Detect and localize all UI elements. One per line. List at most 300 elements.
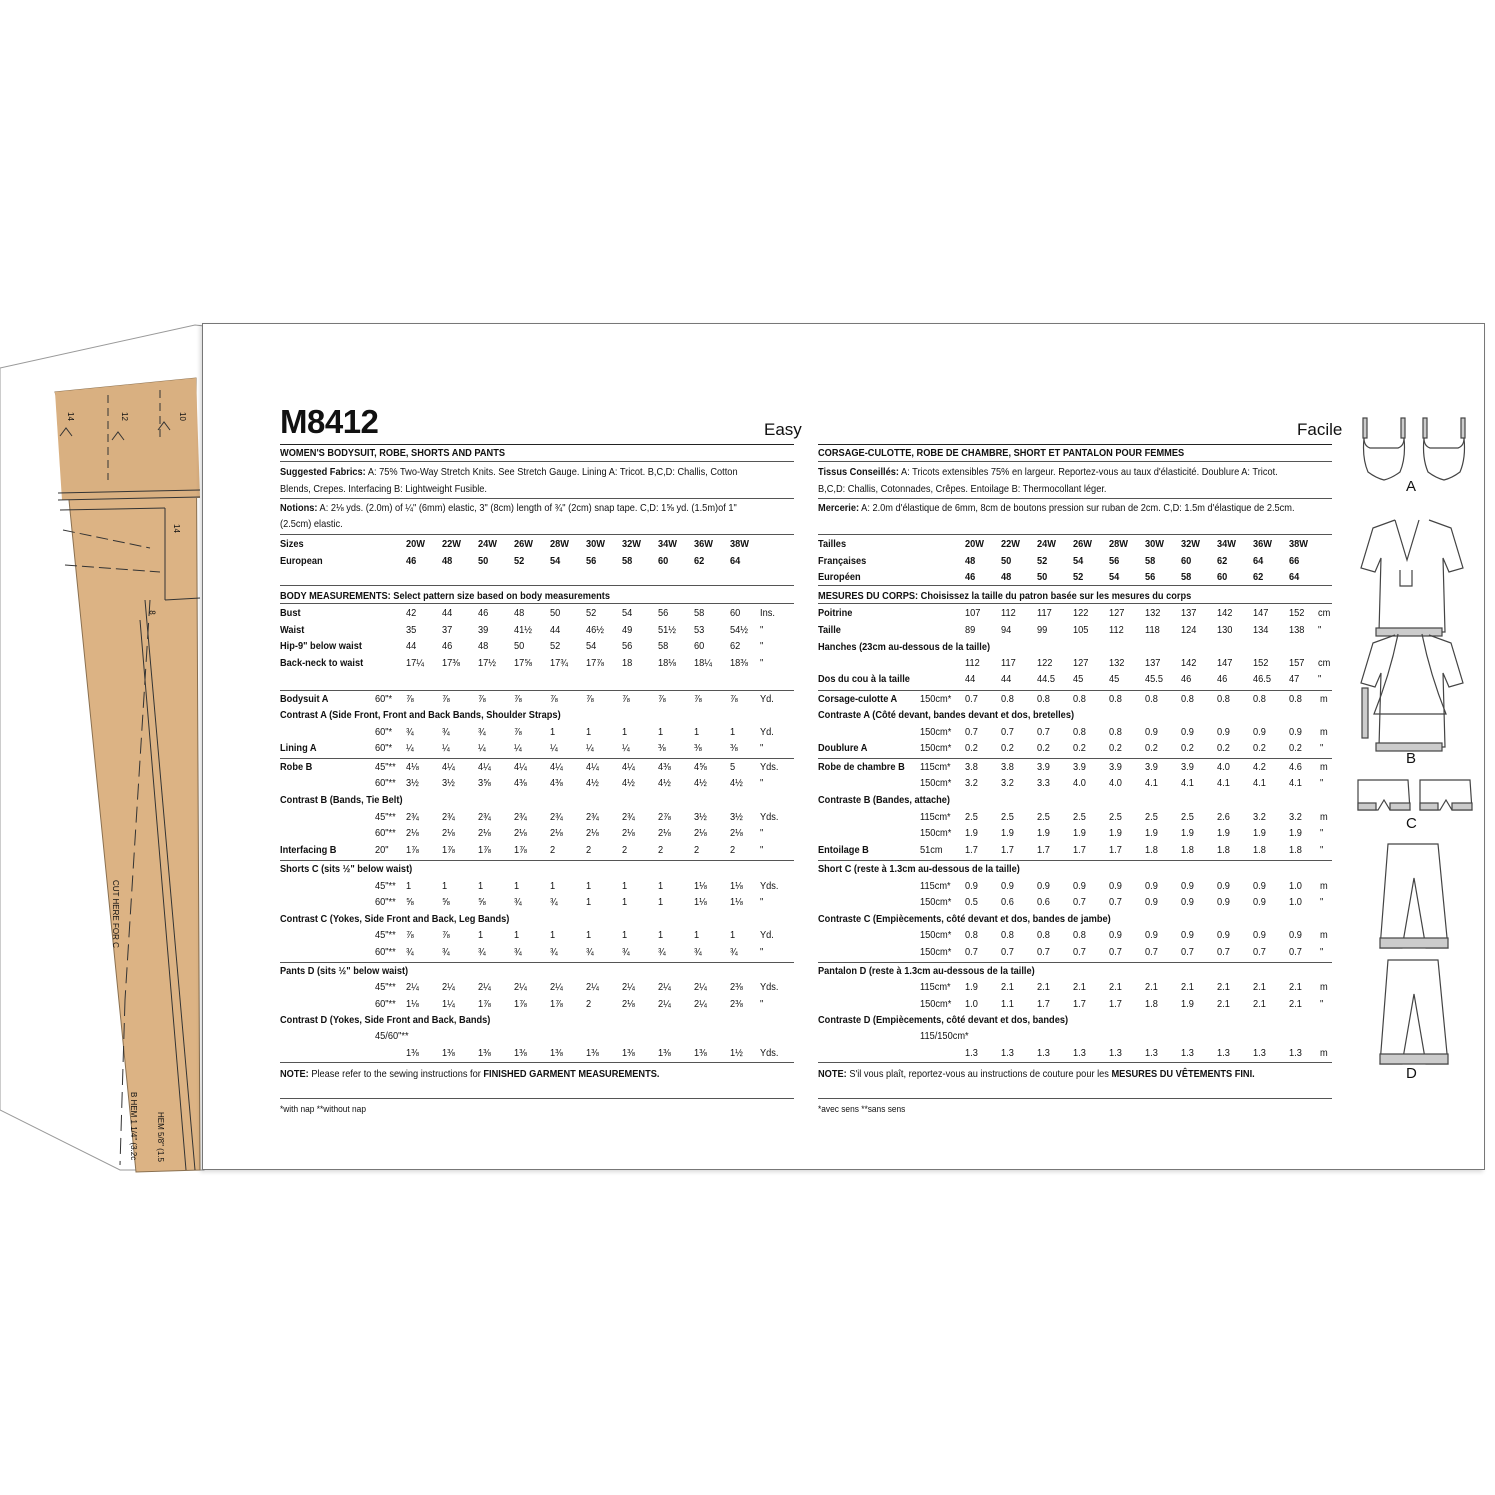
metrage-value: 0.7 (965, 726, 978, 738)
mesure-value: 46 (1217, 673, 1228, 685)
tissue-marking: 10 (177, 412, 187, 421)
yardage-value: ¼ (586, 742, 594, 754)
yardage-value: 3½ (730, 811, 743, 823)
yardage-value: 1 (622, 896, 628, 908)
metrage-value: 1.8 (1289, 844, 1302, 856)
metrage-value: 3.9 (1073, 761, 1086, 773)
metrage-value: 1.8 (1217, 844, 1230, 856)
yardage-value: 2¼ (694, 998, 707, 1010)
metrage-value: 0.7 (1181, 946, 1194, 958)
francaise-cell: 50 (1001, 555, 1012, 567)
metrage-value: 1.7 (1037, 998, 1050, 1010)
european-cell: 62 (694, 555, 705, 567)
metrage-unit: " (1320, 844, 1324, 856)
yardage-value: ¾ (478, 726, 486, 738)
yardage-value: 1 (730, 726, 736, 738)
taille-cell: 20W (965, 538, 985, 550)
metrage-value: 2.6 (1217, 811, 1230, 823)
mesure-value: 44 (965, 673, 976, 685)
body-value: 50 (550, 607, 561, 619)
metrage-value: 1.7 (1037, 844, 1050, 856)
yardage-value: 2¼ (406, 981, 419, 993)
metrage-value: 0.2 (1181, 742, 1194, 754)
metrage-value: 1.7 (1073, 998, 1086, 1010)
yardage-unit: " (760, 998, 764, 1010)
french-notions: Mercerie: A: 2.0m d'élastique de 6mm, 8cm de boutons pression sur ruban de 2cm. C,D: 1.5m d'élastique de 2.5cm. (818, 502, 1295, 514)
fabric-width: 150cm* (920, 742, 952, 754)
metrage-value: 1.9 (1145, 827, 1158, 839)
european-cell: 58 (622, 555, 633, 567)
metrage-value: 1.9 (1109, 827, 1122, 839)
body-value: 44 (550, 623, 561, 636)
metrage-value: 0.9 (1073, 880, 1086, 892)
metrage-value: 1.7 (965, 844, 978, 856)
yardage-value: 1⅞ (478, 844, 491, 856)
metrage-value: 0.8 (1037, 929, 1050, 941)
yardage-value: ¼ (514, 742, 522, 754)
yardage-value: 1 (586, 896, 592, 908)
metrage-value: 0.7 (1217, 946, 1230, 958)
bodysuit-view-a (1363, 418, 1465, 480)
metrage-value: 0.9 (1217, 896, 1230, 908)
metrage-value: 0.2 (1289, 742, 1302, 754)
mesure-value: 137 (1145, 657, 1161, 669)
taille-cell: 32W (1181, 538, 1201, 550)
metrage-unit: m (1320, 1047, 1328, 1059)
yardage-value: ⅞ (406, 693, 414, 705)
fabric-width: 60"** (375, 777, 396, 789)
metrage-value: 1.9 (1001, 827, 1014, 839)
fabric-width: 45"** (375, 761, 396, 773)
yardage-value: 1 (586, 880, 592, 892)
metrage-value: 0.8 (1001, 693, 1014, 705)
mesure-value: 147 (1217, 657, 1233, 669)
yardage-value: ¾ (694, 946, 702, 958)
tissue-marking: B HEM 1 1/4" (3.2c (129, 1092, 138, 1161)
body-value: 17¼ (406, 656, 424, 669)
yardage-value: 2¼ (442, 981, 455, 993)
metrage-value: 2.1 (1109, 981, 1122, 993)
body-unit: Ins. (760, 607, 775, 619)
yardage-value: ¾ (514, 946, 522, 958)
robe-view-b (1361, 520, 1463, 751)
fabric-width: 60"** (375, 827, 396, 839)
metrage-value: 4.1 (1289, 777, 1302, 789)
metrage-value: 0.5 (965, 896, 978, 908)
metrage-value: 0.2 (1037, 742, 1050, 754)
metrage-value: 0.8 (1037, 693, 1050, 705)
body-value: 44 (442, 607, 453, 619)
yardage-value: 1⅞ (442, 844, 455, 856)
yardage-value: 2⅛ (478, 827, 491, 839)
body-value: 54 (622, 607, 633, 619)
body-value: 44 (406, 640, 417, 652)
yardage-value: ⅞ (442, 693, 450, 705)
fabric-width: 45"** (375, 981, 396, 993)
yardage-value: 3½ (694, 811, 707, 823)
europeen-cell: 64 (1289, 571, 1300, 583)
english-fabrics-cont: Blends, Crepes. Interfacing B: Lightweight Fusible. (280, 483, 487, 495)
yardage-value: ¾ (406, 946, 414, 958)
yardage-value: ⅞ (586, 693, 594, 705)
mesure-value: 117 (1001, 657, 1016, 669)
metrage-value: 2.1 (1037, 981, 1050, 993)
yardage-value: 2⅛ (622, 827, 635, 839)
mesure-value: 112 (1001, 607, 1016, 619)
view-label-a: A (1406, 478, 1417, 495)
european-cell: 46 (406, 555, 417, 567)
size-cell: 34W (658, 538, 678, 550)
yardage-value: 2 (586, 998, 592, 1010)
yardage-value: 1⅜ (658, 1047, 671, 1059)
yardage-value: 1⅛ (694, 880, 707, 892)
yardage-value: ¼ (478, 742, 486, 754)
yardage-value: 2 (550, 844, 556, 856)
pattern-number: M8412 (280, 403, 379, 440)
yardage-value: ¾ (514, 896, 522, 908)
metrage-value: 0.7 (965, 946, 978, 958)
fabric-width: 150cm* (920, 693, 952, 705)
fabric-width: 115cm* (920, 811, 951, 823)
yardage-value: 2¼ (514, 981, 527, 993)
metrage-value: 4.0 (1217, 761, 1230, 773)
yardage-value: ¾ (442, 726, 450, 738)
yardage-unit: Yds. (760, 981, 779, 993)
mesure-value: 152 (1289, 607, 1305, 619)
metrage-value: 2.1 (1217, 998, 1230, 1010)
mesure-value: 45 (1073, 673, 1084, 685)
body-value: 49 (622, 623, 633, 636)
metrage-value: 0.2 (1145, 742, 1158, 754)
yardage-value: 2¾ (586, 811, 599, 823)
metrage-value: 1.0 (1289, 896, 1302, 908)
yardage-value: 4¼ (514, 761, 527, 773)
yardage-value: 2¼ (622, 981, 635, 993)
yardage-value: ¾ (478, 946, 486, 958)
europeen-label: Européen (818, 571, 861, 583)
europeen-cell: 58 (1181, 571, 1192, 583)
metrage-row-label: Contraste B (Bandes, attache) (818, 794, 950, 806)
francaise-cell: 60 (1181, 555, 1192, 567)
europeen-cell: 60 (1217, 571, 1228, 583)
metrage-value: 4.1 (1181, 777, 1194, 789)
yardage-value: 1⅞ (478, 998, 491, 1010)
metrage-value: 1.9 (1217, 827, 1230, 839)
yardage-value: 1 (658, 880, 664, 892)
tissue-marking: HEM 5/8" (1.5 (156, 1112, 165, 1162)
metrage-unit: m (1320, 929, 1328, 941)
yardage-value: 1⅜ (442, 1047, 455, 1059)
metrage-value: 1.9 (1253, 827, 1266, 839)
english-fabrics: Suggested Fabrics: A: 75% Two-Way Stretch Knits. See Stretch Gauge. Lining A: Tricot. B,C,D: Challis, Cotton (280, 466, 738, 478)
metrage-value: 0.2 (1217, 742, 1230, 754)
body-value: 18⅛ (658, 656, 676, 669)
yardage-row-label: Lining A (280, 742, 317, 754)
metrage-unit: " (1320, 946, 1324, 958)
yardage-value: 2¼ (478, 981, 491, 993)
body-value: 17¾ (550, 656, 568, 669)
tissue-marking: 8 (147, 610, 157, 615)
yardage-value: ⅞ (514, 726, 522, 738)
size-cell: 26W (514, 538, 534, 550)
yardage-unit: Yd. (760, 929, 774, 941)
size-cell: 22W (442, 538, 462, 550)
metrage-value: 1.3 (1217, 1047, 1230, 1059)
yardage-value: 2⅜ (730, 998, 743, 1010)
metrage-value: 1.9 (1181, 998, 1194, 1010)
yardage-value: 1 (730, 929, 736, 941)
metrage-value: 0.2 (1001, 742, 1014, 754)
shorts-view-c (1358, 780, 1472, 810)
yardage-value: 1⅜ (406, 1047, 419, 1059)
english-notions-cont: (2.5cm) elastic. (280, 518, 343, 530)
yardage-value: ¼ (550, 742, 558, 754)
metrage-value: 0.6 (1001, 896, 1014, 908)
mesure-value: 44.5 (1037, 673, 1055, 685)
french-fabrics: Tissus Conseillés: A: Tricots extensibles 75% en largeur. Reportez-vous au taux d'élasticité. Doublure A: Tricot. (818, 466, 1278, 478)
metrage-value: 0.9 (965, 880, 978, 892)
european-cell: 64 (730, 555, 741, 567)
body-value: 46 (478, 607, 489, 619)
mesure-value: 138 (1289, 624, 1305, 636)
tissue-marking: 12 (119, 412, 129, 421)
divider (818, 962, 1332, 963)
mesure-value: 157 (1289, 657, 1305, 669)
mesure-value: 45.5 (1145, 673, 1163, 685)
metrage-value: 2.1 (1289, 981, 1302, 993)
yardage-unit: Yds. (760, 761, 779, 773)
fabric-width: 60"* (375, 726, 393, 738)
yardage-unit: " (760, 844, 764, 856)
francaise-cell: 64 (1253, 555, 1264, 567)
metrage-value: 0.7 (1037, 946, 1050, 958)
metrage-value: 0.9 (1253, 929, 1266, 941)
yardage-unit: Yds. (760, 880, 779, 892)
metrage-value: 0.7 (965, 693, 978, 705)
body-row-label: Bust (280, 607, 301, 619)
metrage-value: 1.0 (1289, 880, 1302, 892)
yardage-value: 1⅜ (478, 1047, 491, 1059)
mesure-row-label: Dos du cou à la taille (818, 673, 910, 685)
mesure-value: 118 (1145, 624, 1160, 636)
yardage-value: 2⅛ (694, 827, 707, 839)
yardage-value: 4¼ (478, 761, 491, 773)
body-value: 54 (586, 640, 597, 652)
metrage-value: 3.9 (1181, 761, 1194, 773)
fabric-width: 115cm* (920, 981, 951, 993)
yardage-value: ¼ (442, 742, 450, 754)
mesure-value: 122 (1037, 657, 1053, 669)
taille-cell: 34W (1217, 538, 1237, 550)
metrage-value: 0.7 (1037, 726, 1050, 738)
metrage-value: 0.7 (1001, 946, 1014, 958)
yardage-value: ⅞ (478, 693, 486, 705)
yardage-value: 2¼ (550, 981, 563, 993)
yardage-value: 2¾ (550, 811, 563, 823)
yardage-value: 1 (658, 896, 664, 908)
metrage-value: 2.1 (1253, 981, 1266, 993)
yardage-value: 4⅜ (550, 777, 563, 789)
taille-cell: 38W (1289, 538, 1309, 550)
yardage-value: ⅞ (730, 693, 738, 705)
metrage-value: 2.1 (1001, 981, 1014, 993)
yardage-value: 1 (514, 880, 520, 892)
metrage-value: 1.9 (1181, 827, 1194, 839)
body-value: 60 (694, 640, 705, 652)
body-value: 18⅜ (730, 656, 748, 669)
yardage-value: 2¼ (658, 981, 671, 993)
yardage-value: 1 (658, 726, 664, 738)
european-cell: 56 (586, 555, 597, 567)
yardage-value: 1¼ (442, 998, 455, 1010)
europeen-cell: 62 (1253, 571, 1264, 583)
body-row-label: Back-neck to waist (280, 656, 364, 669)
metrage-value: 1.9 (1037, 827, 1050, 839)
yardage-value: 1 (514, 929, 520, 941)
yardage-value: 5 (730, 761, 736, 773)
european-cell: 48 (442, 555, 453, 567)
metrage-unit: " (1320, 742, 1324, 754)
francaise-cell: 62 (1217, 555, 1228, 567)
metrage-value: 1.9 (1289, 827, 1302, 839)
yardage-value: 1⅜ (514, 1047, 527, 1059)
size-cell: 32W (622, 538, 642, 550)
fabric-width: 150cm* (920, 929, 952, 941)
tailles-label: Tailles (818, 538, 847, 550)
body-value: 62 (730, 640, 741, 652)
metrage-value: 1.7 (1073, 844, 1086, 856)
metrage-value: 1.7 (1109, 844, 1122, 856)
metrage-unit: " (1320, 998, 1324, 1010)
english-notions: Notions: A: 2⅛ yds. (2.0m) of ¼" (6mm) elastic, 3" (8cm) length of ¾" (2cm) snap tape. C,D: 1⅝ yd. (1.5m)of 1" (280, 502, 737, 514)
body-value: 58 (658, 640, 669, 652)
yardage-value: 1⅞ (514, 998, 527, 1010)
mesure-value: 45 (1109, 673, 1120, 685)
metrage-unit: m (1320, 880, 1328, 892)
yardage-value: 1⅛ (730, 880, 743, 892)
body-value: 46 (442, 640, 453, 652)
metrage-row-label: Contraste D (Empiècements, côté devant et dos, bandes) (818, 1014, 1069, 1026)
metrage-value: 0.9 (1181, 929, 1194, 941)
metrage-value: 0.9 (1001, 880, 1014, 892)
metrage-row-label: Short C (reste à 1.3cm au-dessous de la taille) (818, 863, 1020, 875)
body-value: 51½ (658, 623, 676, 636)
europeen-cell: 50 (1037, 571, 1048, 583)
yardage-value: 2⅞ (658, 811, 671, 823)
yardage-value: ⅞ (514, 693, 522, 705)
fabric-width: 115cm* (920, 761, 951, 773)
metrage-value: 0.9 (1145, 880, 1158, 892)
yardage-value: 1 (550, 929, 556, 941)
yardage-value: 2 (622, 844, 628, 856)
view-label-c: C (1406, 815, 1417, 832)
taille-cell: 36W (1253, 538, 1273, 550)
metrage-value: 1.8 (1253, 844, 1266, 856)
yardage-row-label: Shorts C (sits ½" below waist) (280, 863, 413, 875)
metrage-value: 0.7 (1145, 946, 1158, 958)
yardage-value: ¾ (550, 946, 558, 958)
french-note: NOTE: S'il vous plaît, reportez-vous au instructions de couture pour les MESURES DU VÊTEMENTS FINI. (818, 1068, 1255, 1080)
metrage-value: 1.3 (1289, 1047, 1302, 1059)
metrage-value: 0.9 (1181, 880, 1194, 892)
yardage-value: 1⅞ (550, 998, 563, 1010)
metrage-value: 2.5 (1073, 811, 1086, 823)
mesure-unit: " (1318, 624, 1322, 636)
francaise-cell: 58 (1145, 555, 1156, 567)
body-value: 48 (478, 640, 489, 652)
metrage-value: 0.8 (1109, 726, 1122, 738)
yardage-value: 1 (550, 726, 556, 738)
fabric-width: 45"** (375, 880, 396, 892)
metrage-value: 4.0 (1073, 777, 1086, 789)
yardage-value: ¾ (586, 946, 594, 958)
metrage-value: 1.9 (1073, 827, 1086, 839)
yardage-value: 2⅛ (586, 827, 599, 839)
metrage-value: 0.8 (1073, 726, 1086, 738)
metrage-value: 0.9 (1181, 896, 1194, 908)
yardage-value: 4¼ (586, 761, 599, 773)
metrage-value: 0.9 (1217, 880, 1230, 892)
yardage-value: 1⅜ (586, 1047, 599, 1059)
metrage-value: 0.9 (1037, 880, 1050, 892)
metrage-value: 0.7 (1109, 946, 1122, 958)
fabric-width: 45/60"** (375, 1030, 409, 1042)
metrage-value: 4.2 (1253, 761, 1266, 773)
metrage-value: 1.7 (1109, 998, 1122, 1010)
body-unit: " (760, 623, 764, 636)
yardage-value: 2¾ (622, 811, 635, 823)
size-cell: 30W (586, 538, 606, 550)
metrage-value: 0.7 (1253, 946, 1266, 958)
body-value: 42 (406, 607, 417, 619)
divider (280, 962, 794, 963)
metrage-value: 1.1 (1001, 998, 1014, 1010)
yardage-unit: " (760, 827, 764, 839)
yardage-value: ⅞ (622, 693, 630, 705)
yardage-row-label: Pants D (sits ½" below waist) (280, 965, 409, 977)
body-unit: " (760, 640, 764, 652)
fabric-width: 60"* (375, 742, 393, 754)
europeen-cell: 46 (965, 571, 976, 583)
metrage-value: 0.9 (1109, 880, 1122, 892)
pants-view-d (1380, 844, 1448, 1064)
yardage-value: 1 (622, 929, 628, 941)
europeen-cell: 48 (1001, 571, 1012, 583)
body-row-label: Hip-9" below waist (280, 640, 362, 652)
yardage-value: 1 (550, 880, 556, 892)
mesure-value: 147 (1253, 607, 1269, 619)
metrage-unit: m (1320, 981, 1328, 993)
francaise-cell: 56 (1109, 555, 1120, 567)
metrage-row-label: Corsage-culotte A (818, 693, 898, 705)
fabric-width: 150cm* (920, 946, 952, 958)
mesure-value: 44 (1001, 673, 1012, 685)
europeen-cell: 54 (1109, 571, 1120, 583)
metrage-value: 0.9 (1145, 726, 1158, 738)
yardage-value: ¼ (406, 742, 414, 754)
metrage-unit: m (1320, 811, 1328, 823)
metrage-value: 1.3 (1037, 1047, 1050, 1059)
yardage-value: 4½ (586, 777, 599, 789)
fabric-width: 150cm* (920, 998, 952, 1010)
mesure-value: 127 (1073, 657, 1089, 669)
metrage-value: 2.1 (1073, 981, 1086, 993)
body-value: 52 (586, 607, 597, 619)
yardage-value: 2¼ (586, 981, 599, 993)
taille-cell: 30W (1145, 538, 1165, 550)
yardage-value: 2⅛ (730, 827, 743, 839)
yardage-value: 1 (622, 726, 628, 738)
